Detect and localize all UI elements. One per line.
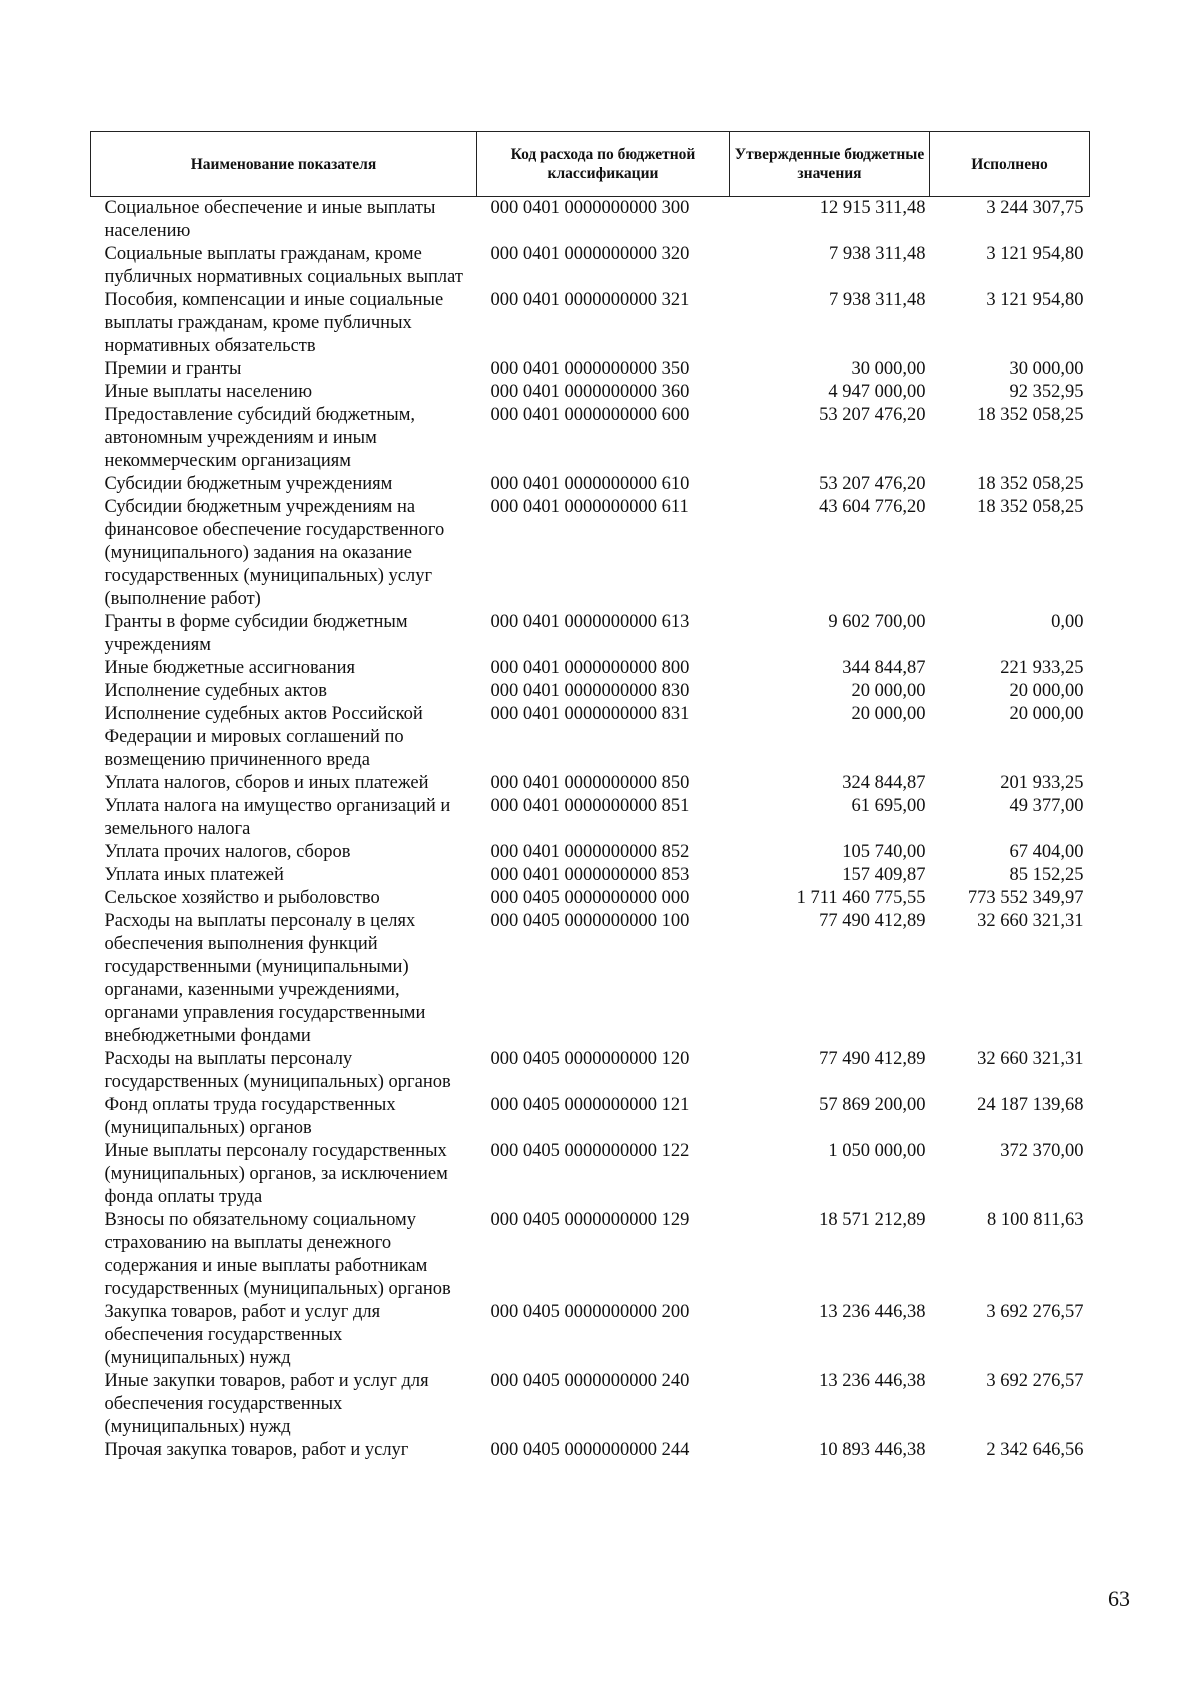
- row-executed-value: 3 121 954,80: [986, 244, 1084, 264]
- table-row: [91, 772, 1090, 795]
- budget-execution-table: [90, 131, 1090, 1462]
- row-budget-code: 000 0401 0000000000 300: [490, 198, 690, 218]
- table-header-row: [91, 132, 1090, 197]
- row-executed-value: 32 660 321,31: [977, 911, 1084, 931]
- table-row: [91, 243, 1090, 289]
- row-executed-value: 2 342 646,56: [986, 1440, 1084, 1460]
- row-indicator-name: Уплата иных платежей: [104, 865, 284, 885]
- row-indicator-name: Предоставление субсидий бюджетным, автономным учреждениям и иным некоммерческим организациям: [104, 405, 416, 471]
- table-row: [91, 841, 1090, 864]
- row-approved-value: 57 869 200,00: [819, 1095, 926, 1115]
- row-indicator-name: Социальное обеспечение и иные выплаты населению: [104, 198, 436, 241]
- row-indicator-name: Уплата прочих налогов, сборов: [104, 842, 351, 862]
- row-executed-value: 221 933,25: [1000, 658, 1084, 678]
- row-executed-value: 3 121 954,80: [986, 290, 1084, 310]
- row-indicator-name: Социальные выплаты гражданам, кроме публичных нормативных социальных выплат: [104, 244, 463, 287]
- table-row: [91, 1048, 1090, 1094]
- row-indicator-name: Гранты в форме субсидии бюджетным учреждениям: [104, 612, 408, 655]
- row-budget-code: 000 0405 0000000000 120: [490, 1049, 690, 1069]
- row-executed-value: 8 100 811,63: [987, 1210, 1084, 1230]
- row-approved-value: 344 844,87: [842, 658, 926, 678]
- row-approved-value: 105 740,00: [842, 842, 926, 862]
- row-budget-code: 000 0401 0000000000 321: [490, 290, 690, 310]
- row-budget-code: 000 0401 0000000000 360: [490, 382, 690, 402]
- row-budget-code: 000 0401 0000000000 613: [490, 612, 690, 632]
- row-budget-code: 000 0401 0000000000 851: [490, 796, 690, 816]
- row-approved-value: 7 938 311,48: [829, 244, 926, 264]
- row-approved-value: 9 602 700,00: [828, 612, 926, 632]
- row-budget-code: 000 0401 0000000000 610: [490, 474, 690, 494]
- row-indicator-name: Иные закупки товаров, работ и услуг для обеспечения государственных (муниципальных) нужд: [104, 1371, 429, 1437]
- row-executed-value: 20 000,00: [1009, 681, 1084, 701]
- row-executed-value: 18 352 058,25: [977, 405, 1084, 425]
- row-budget-code: 000 0401 0000000000 850: [490, 773, 690, 793]
- row-executed-value: 18 352 058,25: [977, 497, 1084, 517]
- row-indicator-name: Иные выплаты населению: [104, 382, 313, 402]
- row-approved-value: 13 236 446,38: [819, 1371, 926, 1391]
- row-budget-code: 000 0401 0000000000 800: [490, 658, 690, 678]
- table-row: [91, 1370, 1090, 1439]
- table-row: [91, 404, 1090, 473]
- row-indicator-name: Уплата налога на имущество организаций и земельного налога: [104, 796, 451, 839]
- table-row: [91, 381, 1090, 404]
- table-row: [91, 1094, 1090, 1140]
- row-budget-code: 000 0405 0000000000 200: [490, 1302, 690, 1322]
- table-row: [91, 910, 1090, 1048]
- row-executed-value: 773 552 349,97: [967, 888, 1084, 908]
- table-row: [91, 795, 1090, 841]
- row-approved-value: 53 207 476,20: [819, 474, 926, 494]
- page-number: 63: [1108, 1586, 1130, 1611]
- row-approved-value: 13 236 446,38: [819, 1302, 926, 1322]
- row-executed-value: 32 660 321,31: [977, 1049, 1084, 1069]
- row-executed-value: 85 152,25: [1009, 865, 1084, 885]
- row-executed-value: 92 352,95: [1009, 382, 1084, 402]
- table-row: [91, 611, 1090, 657]
- row-approved-value: 53 207 476,20: [819, 405, 926, 425]
- row-indicator-name: Иные бюджетные ассигнования: [104, 658, 356, 678]
- table-row: [91, 358, 1090, 381]
- row-indicator-name: Сельское хозяйство и рыболовство: [104, 888, 380, 908]
- row-budget-code: 000 0401 0000000000 611: [490, 497, 689, 517]
- header-executed: Исполнено: [930, 132, 1090, 197]
- row-approved-value: 30 000,00: [851, 359, 926, 379]
- table-row: [91, 1140, 1090, 1209]
- row-approved-value: 20 000,00: [851, 704, 926, 724]
- row-indicator-name: Премии и гранты: [104, 359, 242, 379]
- row-budget-code: 000 0405 0000000000 000: [490, 888, 690, 908]
- row-approved-value: 20 000,00: [851, 681, 926, 701]
- row-approved-value: 12 915 311,48: [819, 198, 926, 218]
- row-approved-value: 7 938 311,48: [829, 290, 926, 310]
- row-budget-code: 000 0401 0000000000 350: [490, 359, 690, 379]
- row-executed-value: 3 692 276,57: [986, 1302, 1084, 1322]
- row-budget-code: 000 0405 0000000000 100: [490, 911, 690, 931]
- row-executed-value: 67 404,00: [1009, 842, 1084, 862]
- row-approved-value: 4 947 000,00: [828, 382, 926, 402]
- row-executed-value: 24 187 139,68: [977, 1095, 1084, 1115]
- row-indicator-name: Прочая закупка товаров, работ и услуг: [104, 1440, 409, 1460]
- row-budget-code: 000 0401 0000000000 853: [490, 865, 690, 885]
- row-approved-value: 77 490 412,89: [819, 1049, 926, 1069]
- header-indicator-name: Наименование показателя: [91, 132, 477, 197]
- row-budget-code: 000 0401 0000000000 320: [490, 244, 690, 264]
- row-indicator-name: Пособия, компенсации и иные социальные выплаты гражданам, кроме публичных нормативных обязательств: [104, 290, 444, 356]
- row-budget-code: 000 0401 0000000000 830: [490, 681, 690, 701]
- row-executed-value: 30 000,00: [1009, 359, 1084, 379]
- row-indicator-name: Исполнение судебных актов: [104, 681, 328, 701]
- row-approved-value: 157 409,87: [842, 865, 926, 885]
- row-budget-code: 000 0401 0000000000 600: [490, 405, 690, 425]
- table-row: [91, 680, 1090, 703]
- table-row: [91, 887, 1090, 910]
- table-row: [91, 1439, 1090, 1462]
- row-approved-value: 1 711 460 775,55: [796, 888, 926, 908]
- table-row: [91, 197, 1090, 244]
- row-executed-value: 18 352 058,25: [977, 474, 1084, 494]
- row-budget-code: 000 0405 0000000000 122: [490, 1141, 690, 1161]
- table-row: [91, 1301, 1090, 1370]
- row-budget-code: 000 0405 0000000000 240: [490, 1371, 690, 1391]
- row-budget-code: 000 0401 0000000000 831: [490, 704, 690, 724]
- row-approved-value: 43 604 776,20: [819, 497, 926, 517]
- row-budget-code: 000 0405 0000000000 244: [490, 1440, 690, 1460]
- row-indicator-name: Иные выплаты персоналу государственных (муниципальных) органов, за исключением фонда оплаты труда: [104, 1141, 448, 1207]
- table-row: [91, 864, 1090, 887]
- row-budget-code: 000 0405 0000000000 121: [490, 1095, 690, 1115]
- row-indicator-name: Субсидии бюджетным учреждениям на финансовое обеспечение государственного (муниципального) задания на оказание государственных (муниципальных) услуг (выполнение работ): [104, 497, 445, 609]
- row-executed-value: 20 000,00: [1009, 704, 1084, 724]
- table-row: [91, 703, 1090, 772]
- row-executed-value: 372 370,00: [1000, 1141, 1084, 1161]
- row-budget-code: 000 0401 0000000000 852: [490, 842, 690, 862]
- header-approved-values: Утвержденные бюджетные значения: [730, 132, 930, 197]
- row-executed-value: 201 933,25: [1000, 773, 1084, 793]
- row-indicator-name: Уплата налогов, сборов и иных платежей: [104, 773, 429, 793]
- header-budget-code: Код расхода по бюджетной классификации: [477, 132, 730, 197]
- row-approved-value: 18 571 212,89: [819, 1210, 926, 1230]
- table-row: [91, 473, 1090, 496]
- row-executed-value: 0,00: [1051, 612, 1084, 632]
- row-indicator-name: Субсидии бюджетным учреждениям: [104, 474, 393, 494]
- row-indicator-name: Исполнение судебных актов Российской Федерации и мировых соглашений по возмещению причиненного вреда: [104, 704, 423, 770]
- row-approved-value: 10 893 446,38: [819, 1440, 926, 1460]
- table-row: [91, 1209, 1090, 1301]
- row-executed-value: 49 377,00: [1009, 796, 1084, 816]
- row-approved-value: 324 844,87: [842, 773, 926, 793]
- row-approved-value: 1 050 000,00: [828, 1141, 926, 1161]
- row-indicator-name: Расходы на выплаты персоналу в целях обеспечения выполнения функций государственными (муниципальными) органами, казенными учреждениями, органами управления государственными внебюджетными фондами: [104, 911, 426, 1046]
- row-executed-value: 3 244 307,75: [986, 198, 1084, 218]
- row-indicator-name: Фонд оплаты труда государственных (муниципальных) органов: [104, 1095, 396, 1138]
- row-indicator-name: Взносы по обязательному социальному страхованию на выплаты денежного содержания и иные выплаты работникам государственных (муниципальных) органов: [104, 1210, 451, 1299]
- row-executed-value: 3 692 276,57: [986, 1371, 1084, 1391]
- row-approved-value: 61 695,00: [851, 796, 926, 816]
- table-row: [91, 496, 1090, 611]
- table-row: [91, 657, 1090, 680]
- row-budget-code: 000 0405 0000000000 129: [490, 1210, 690, 1230]
- table-row: [91, 289, 1090, 358]
- row-indicator-name: Закупка товаров, работ и услуг для обеспечения государственных (муниципальных) нужд: [104, 1302, 381, 1368]
- row-approved-value: 77 490 412,89: [819, 911, 926, 931]
- row-indicator-name: Расходы на выплаты персоналу государственных (муниципальных) органов: [104, 1049, 451, 1092]
- table-body: [91, 197, 1090, 1463]
